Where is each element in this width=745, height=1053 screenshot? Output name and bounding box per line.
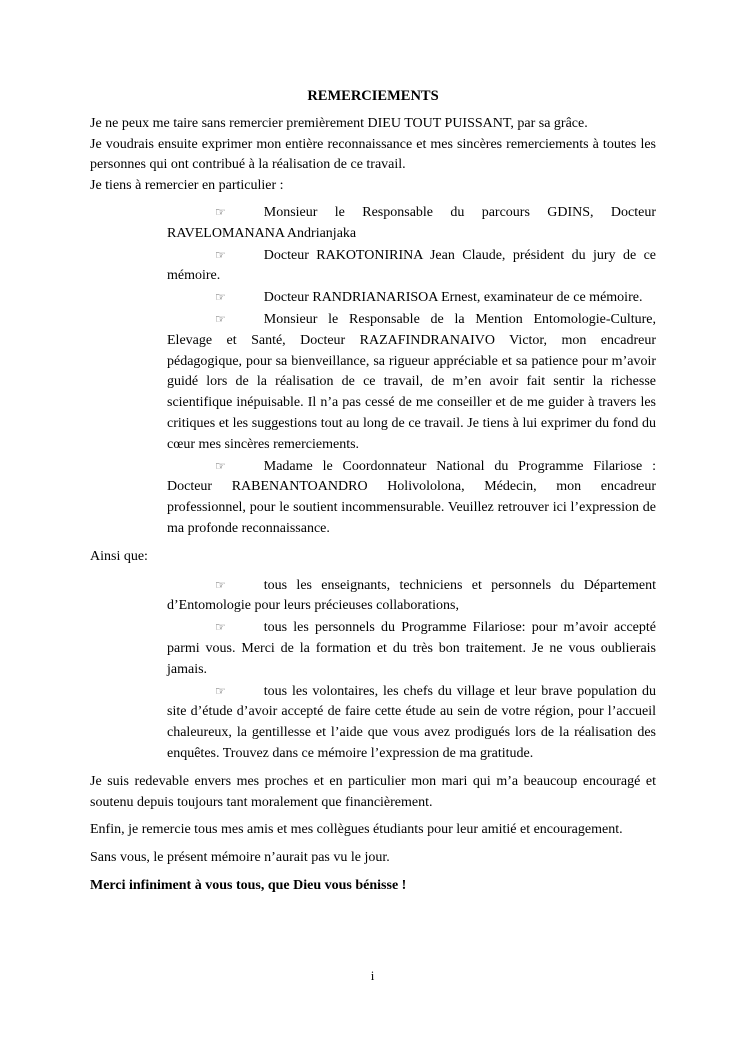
pointing-hand-icon: ☞: [215, 311, 226, 326]
intro-paragraph-1: Je ne peux me taire sans remercier premièrement DIEU TOUT PUISSANT, par sa grâce.: [90, 115, 588, 131]
list-item-text: Docteur RAKOTONIRINA Jean Claude, président du jury de ce mémoire.: [167, 247, 656, 284]
list-item-text: Docteur RANDRIANARISOA Ernest, examinateur de ce mémoire.: [263, 290, 643, 306]
pointing-hand-icon: ☞: [215, 290, 226, 305]
jury-list: [90, 202, 656, 540]
pointing-hand-icon: ☞: [215, 458, 226, 473]
page-number: i: [370, 968, 375, 983]
closing-paragraph-1: Je suis redevable envers mes proches et en particulier mon mari qui m’a beaucoup encouragé et soutenu depuis toujours tant moralement que financièrement.: [90, 773, 656, 810]
ainsi-que-label: Ainsi que:: [90, 548, 148, 564]
closing-paragraph-3: Sans vous, le présent mémoire n’aurait pas vu le jour.: [90, 850, 390, 866]
list-item-text: tous les enseignants, techniciens et personnels du Département d’Entomologie pour leurs précieuses collaborations,: [167, 577, 656, 614]
intro-paragraph-2: Je voudrais ensuite exprimer mon entière reconnaissance et mes sincères remerciements à toutes les personnes qui ont contribué à la réalisation de ce travail.: [90, 136, 656, 173]
thanks-list: [90, 575, 656, 765]
pointing-hand-icon: ☞: [215, 577, 226, 592]
list-item: [90, 575, 656, 618]
list-item: [90, 456, 656, 540]
list-item-text: Monsieur le Responsable du parcours GDINS, Docteur RAVELOMANANA Andrianjaka: [167, 204, 656, 241]
closing-paragraph-2: Enfin, je remercie tous mes amis et mes collègues étudiants pour leur amitié et encouragement.: [90, 822, 623, 838]
list-item: [90, 202, 656, 245]
pointing-hand-icon: ☞: [215, 247, 226, 262]
pointing-hand-icon: ☞: [215, 204, 226, 219]
closing-blessing-line: Merci infiniment à vous tous, que Dieu vous bénisse !: [90, 877, 407, 893]
intro-paragraph-3: Je tiens à remercier en particulier :: [90, 178, 284, 194]
list-item: [90, 287, 656, 309]
pointing-hand-icon: ☞: [215, 683, 226, 698]
page-title: REMERCIEMENTS: [307, 88, 439, 104]
list-item-text: tous les volontaires, les chefs du village et leur brave population du site d’étude d’avoir accepté de faire cette étude au sein de votre région, pour l’accueil chaleureux, la gentillesse et l’aide que vous avez prodigués lors de la réalisation des enquêtes. Trouvez dans ce mémoire l’expression de ma gratitude.: [167, 683, 656, 761]
list-item: [90, 681, 656, 765]
pointing-hand-icon: ☞: [215, 620, 226, 635]
list-item-text: Madame le Coordonnateur National du Programme Filariose : Docteur RABENANTOANDRO Holivololona, Médecin, mon encadreur professionnel, pour le soutient incommensurable. Veuillez retrouver ici l’expression de ma profonde reconnaissance.: [167, 458, 656, 536]
list-item: [90, 245, 656, 288]
list-item: [90, 309, 656, 456]
list-item-text: Monsieur le Responsable de la Mention Entomologie-Culture, Elevage et Santé, Docteur RAZAFINDRANAIVO Victor, mon encadreur pédagogique, pour sa bienveillance, sa rigueur appréciable et sa patience pour m’avoir guidé lors de la réalisation de ce travail, de m’en avoir fait sentir la richesse scientifique inépuisable. Il n’a pas cessé de me conseiller et de me guider à travers les critiques et les suggestions tout au long de ce travail. Je tiens à lui exprimer du fond du cœur mes sincères remerciements.: [167, 311, 656, 452]
list-item-text: tous les personnels du Programme Filariose: pour m’avoir accepté parmi vous. Merci de la formation et du très bon traitement. Je ne vous oublierais jamais.: [167, 620, 656, 677]
list-item: [90, 617, 656, 680]
